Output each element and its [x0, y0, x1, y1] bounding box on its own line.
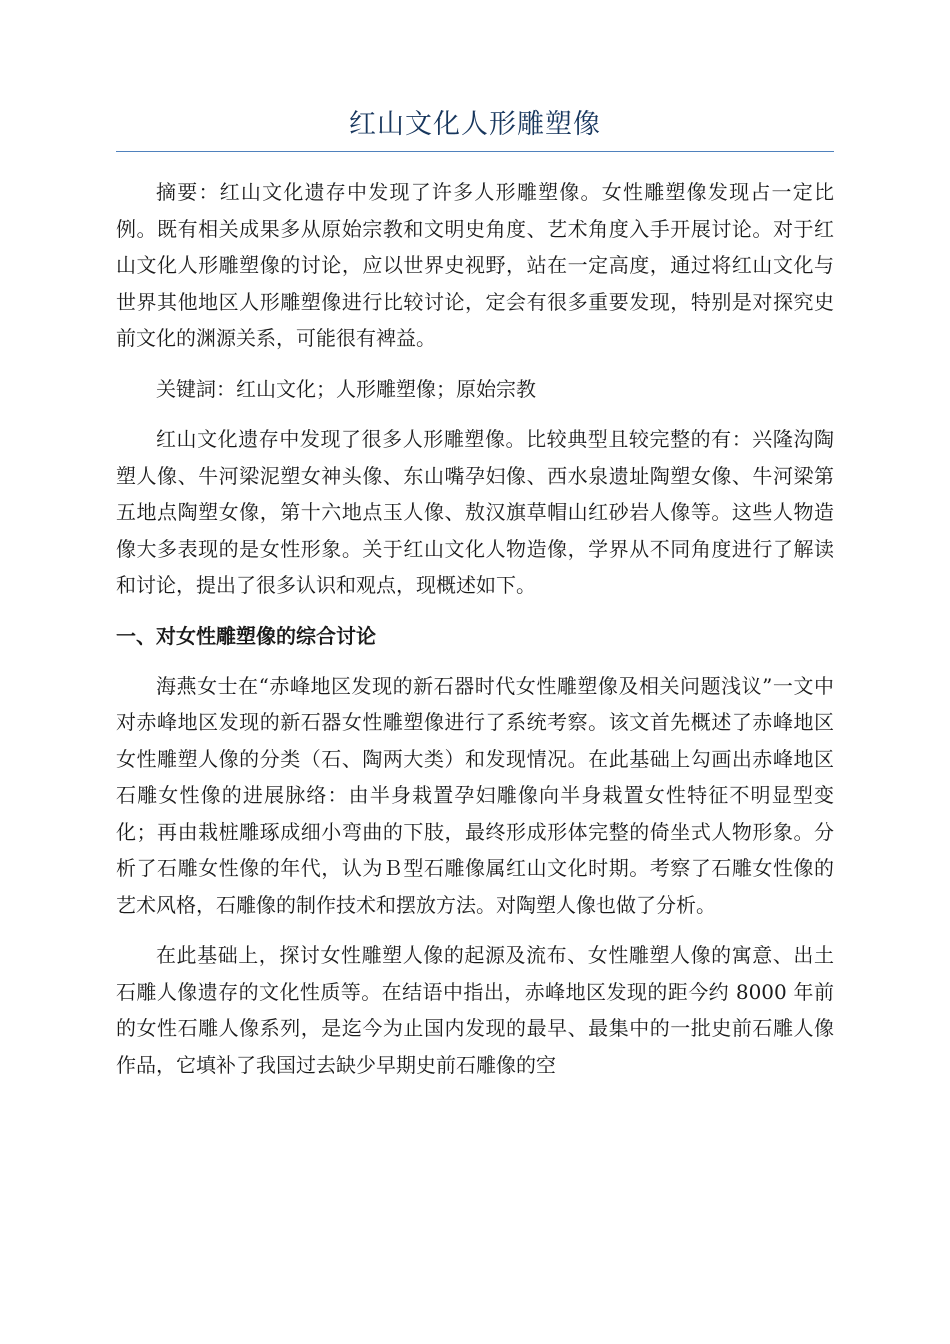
- abstract-paragraph: 摘要：红山文化遗存中发现了许多人形雕塑像。女性雕塑像发现占一定比例。既有相关成果多从原始宗教和文明史角度、艺术角度入手开展讨论。对于红山文化人形雕塑像的讨论，应以世界史视野，站在一定高度，通过将红山文化与世界其他地区人形雕塑像进行比较讨论，定会有很多重要发现，特别是对探究史前文化的渊源关系，可能很有裨益。: [116, 180, 834, 350]
- section-heading: 一、对女性雕塑像的综合讨论: [116, 623, 376, 648]
- intro-paragraph: 红山文化遗存中发现了很多人形雕塑像。比较典型且较完整的有：兴隆沟陶塑人像、牛河梁泥塑女神头像、东山嘴孕妇像、西水泉遗址陶塑女像、牛河梁第五地点陶塑女像，第十六地点玉人像、敖汉旗草帽山红砂岩人像等。这些人物造像大多表现的是女性形象。关于红山文化人物造像，学界从不同角度进行了解读和讨论，提出了很多认识和观点，现概述如下。: [116, 427, 834, 597]
- body-paragraph: 海燕女士在“赤峰地区发现的新石器时代女性雕塑像及相关问题浅议”一文中对赤峰地区发现的新石器女性雕塑像进行了系统考察。该文首先概述了赤峰地区女性雕塑人像的分类（石、陶两大类）和发现情况。在此基础上勾画出赤峰地区石雕女性像的进展脉络：由半身栽置孕妇雕像向半身栽置女性特征不明显型变化；再由栽桩雕琢成细小弯曲的下肢，最终形成形体完整的倚坐式人物形象。分析了石雕女性像的年代，认为Ｂ型石雕像属红山文化时期。考察了石雕女性像的艺术风格，石雕像的制作技术和摆放方法。对陶塑人像也做了分析。: [116, 673, 834, 917]
- document-title: 红山文化人形雕塑像: [349, 109, 601, 140]
- document-page: [116, 105, 834, 1083]
- keywords-paragraph: 关键詞：红山文化；人形雕塑像；原始宗教: [156, 376, 536, 401]
- body-paragraph: 在此基础上，探讨女性雕塑人像的起源及流布、女性雕塑人像的寓意、出土石雕人像遗存的文化性质等。在结语中指出，赤峰地区发现的距今约 8000 年前的女性石雕人像系列，是迄今为止国内发现的最早、最集中的一批史前石雕人像作品，它填补了我国过去缺少早期史前石雕像的空: [116, 943, 834, 1077]
- title-block: [116, 105, 834, 152]
